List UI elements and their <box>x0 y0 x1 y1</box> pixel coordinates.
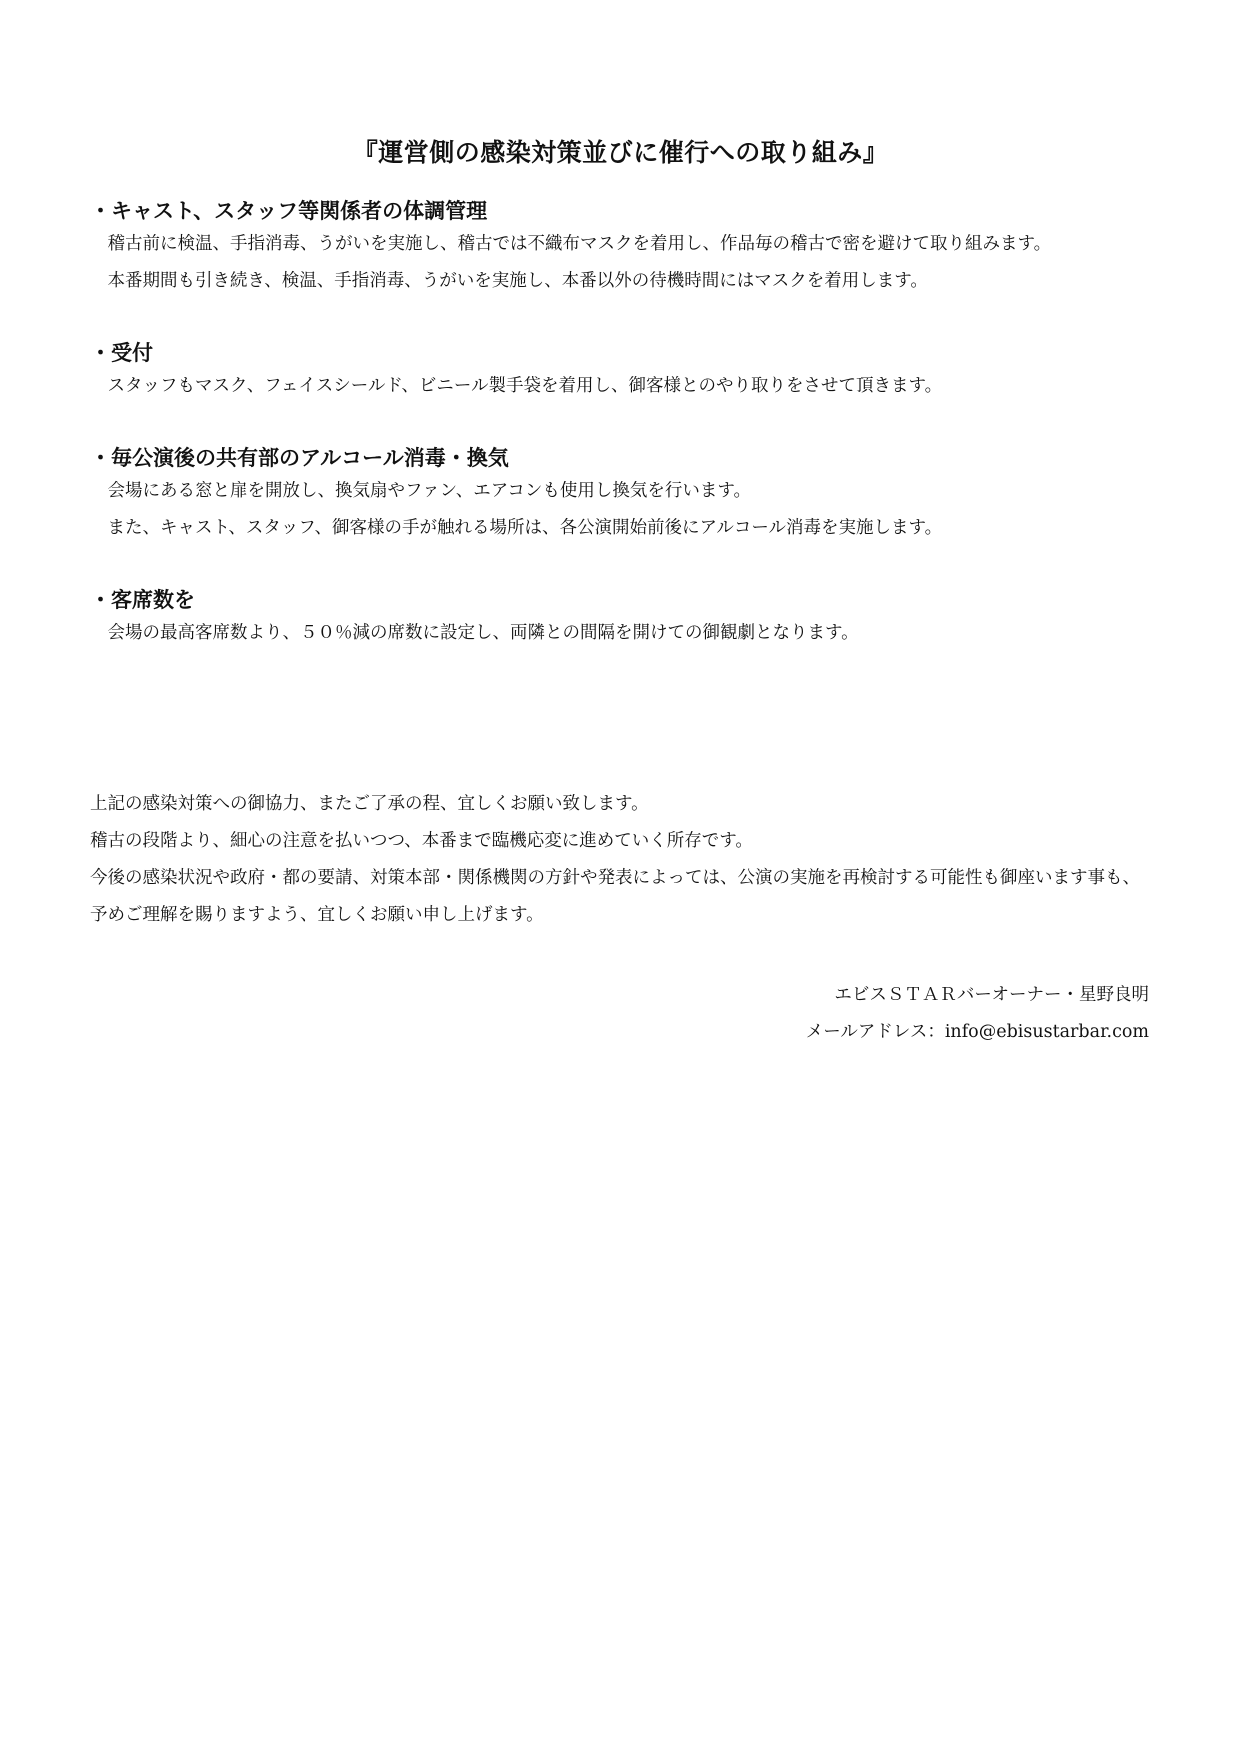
closing-remarks <box>90 786 1150 934</box>
section-paragraph: 会場にある窓と扉を開放し、換気扇やファン、エアコンも使用し換気を行います。 <box>107 481 751 501</box>
closing-paragraph: 稽古の段階より、細心の注意を払いつつ、本番まで臨機応変に進めていく所存です。 <box>90 831 753 851</box>
signature-email: メールアドレス：info@ebisustarbar.com <box>805 1022 1149 1042</box>
section-paragraph: 本番期間も引き続き、検温、手指消毒、うがいを実施し、本番以外の待機時間にはマスクを着用します。 <box>107 271 928 291</box>
section-paragraph: また、キャスト、スタッフ、御客様の手が触れる場所は、各公演開始前後にアルコール消毒を実施します。 <box>107 518 943 538</box>
closing-paragraph: 今後の感染状況や政府・都の要請、対策本部・関係機関の方針や発表によっては、公演の実施を再検討する可能性も御座います事も、予めご理解を賜りますよう、宜しくお願い申し上げます。 <box>90 868 1140 925</box>
section-reception <box>90 338 1150 405</box>
section-disinfection-ventilation <box>90 443 1150 547</box>
section-paragraph: スタッフもマスク、フェイスシールド、ビニール製手袋を着用し、御客様とのやり取りをさせて頂きます。 <box>107 376 943 396</box>
signature-name: エビスＳＴＡＲバーオーナー・星野良明 <box>834 985 1149 1005</box>
section-seating <box>90 585 1150 652</box>
document-body <box>90 196 1150 652</box>
closing-paragraph: 上記の感染対策への御協力、またご了承の程、宜しくお願い致します。 <box>90 794 649 814</box>
section-staff-health <box>90 196 1150 300</box>
section-heading: ・キャスト、スタッフ等関係者の体調管理 <box>90 199 488 223</box>
section-heading: ・受付 <box>90 341 153 365</box>
section-paragraph: 会場の最高客席数より、５０％減の席数に設定し、両隣との間隔を開けての御観劇となります。 <box>107 623 859 643</box>
section-heading: ・毎公演後の共有部のアルコール消毒・換気 <box>90 446 509 470</box>
section-heading: ・客席数を <box>90 588 195 612</box>
signature-block <box>806 977 1149 1051</box>
section-paragraph: 稽古前に検温、手指消毒、うがいを実施し、稽古では不織布マスクを着用し、作品毎の稽古で密を避けて取り組みます。 <box>107 234 1052 254</box>
document-title: 『運営側の感染対策並びに催行への取り組み』 <box>352 138 889 167</box>
